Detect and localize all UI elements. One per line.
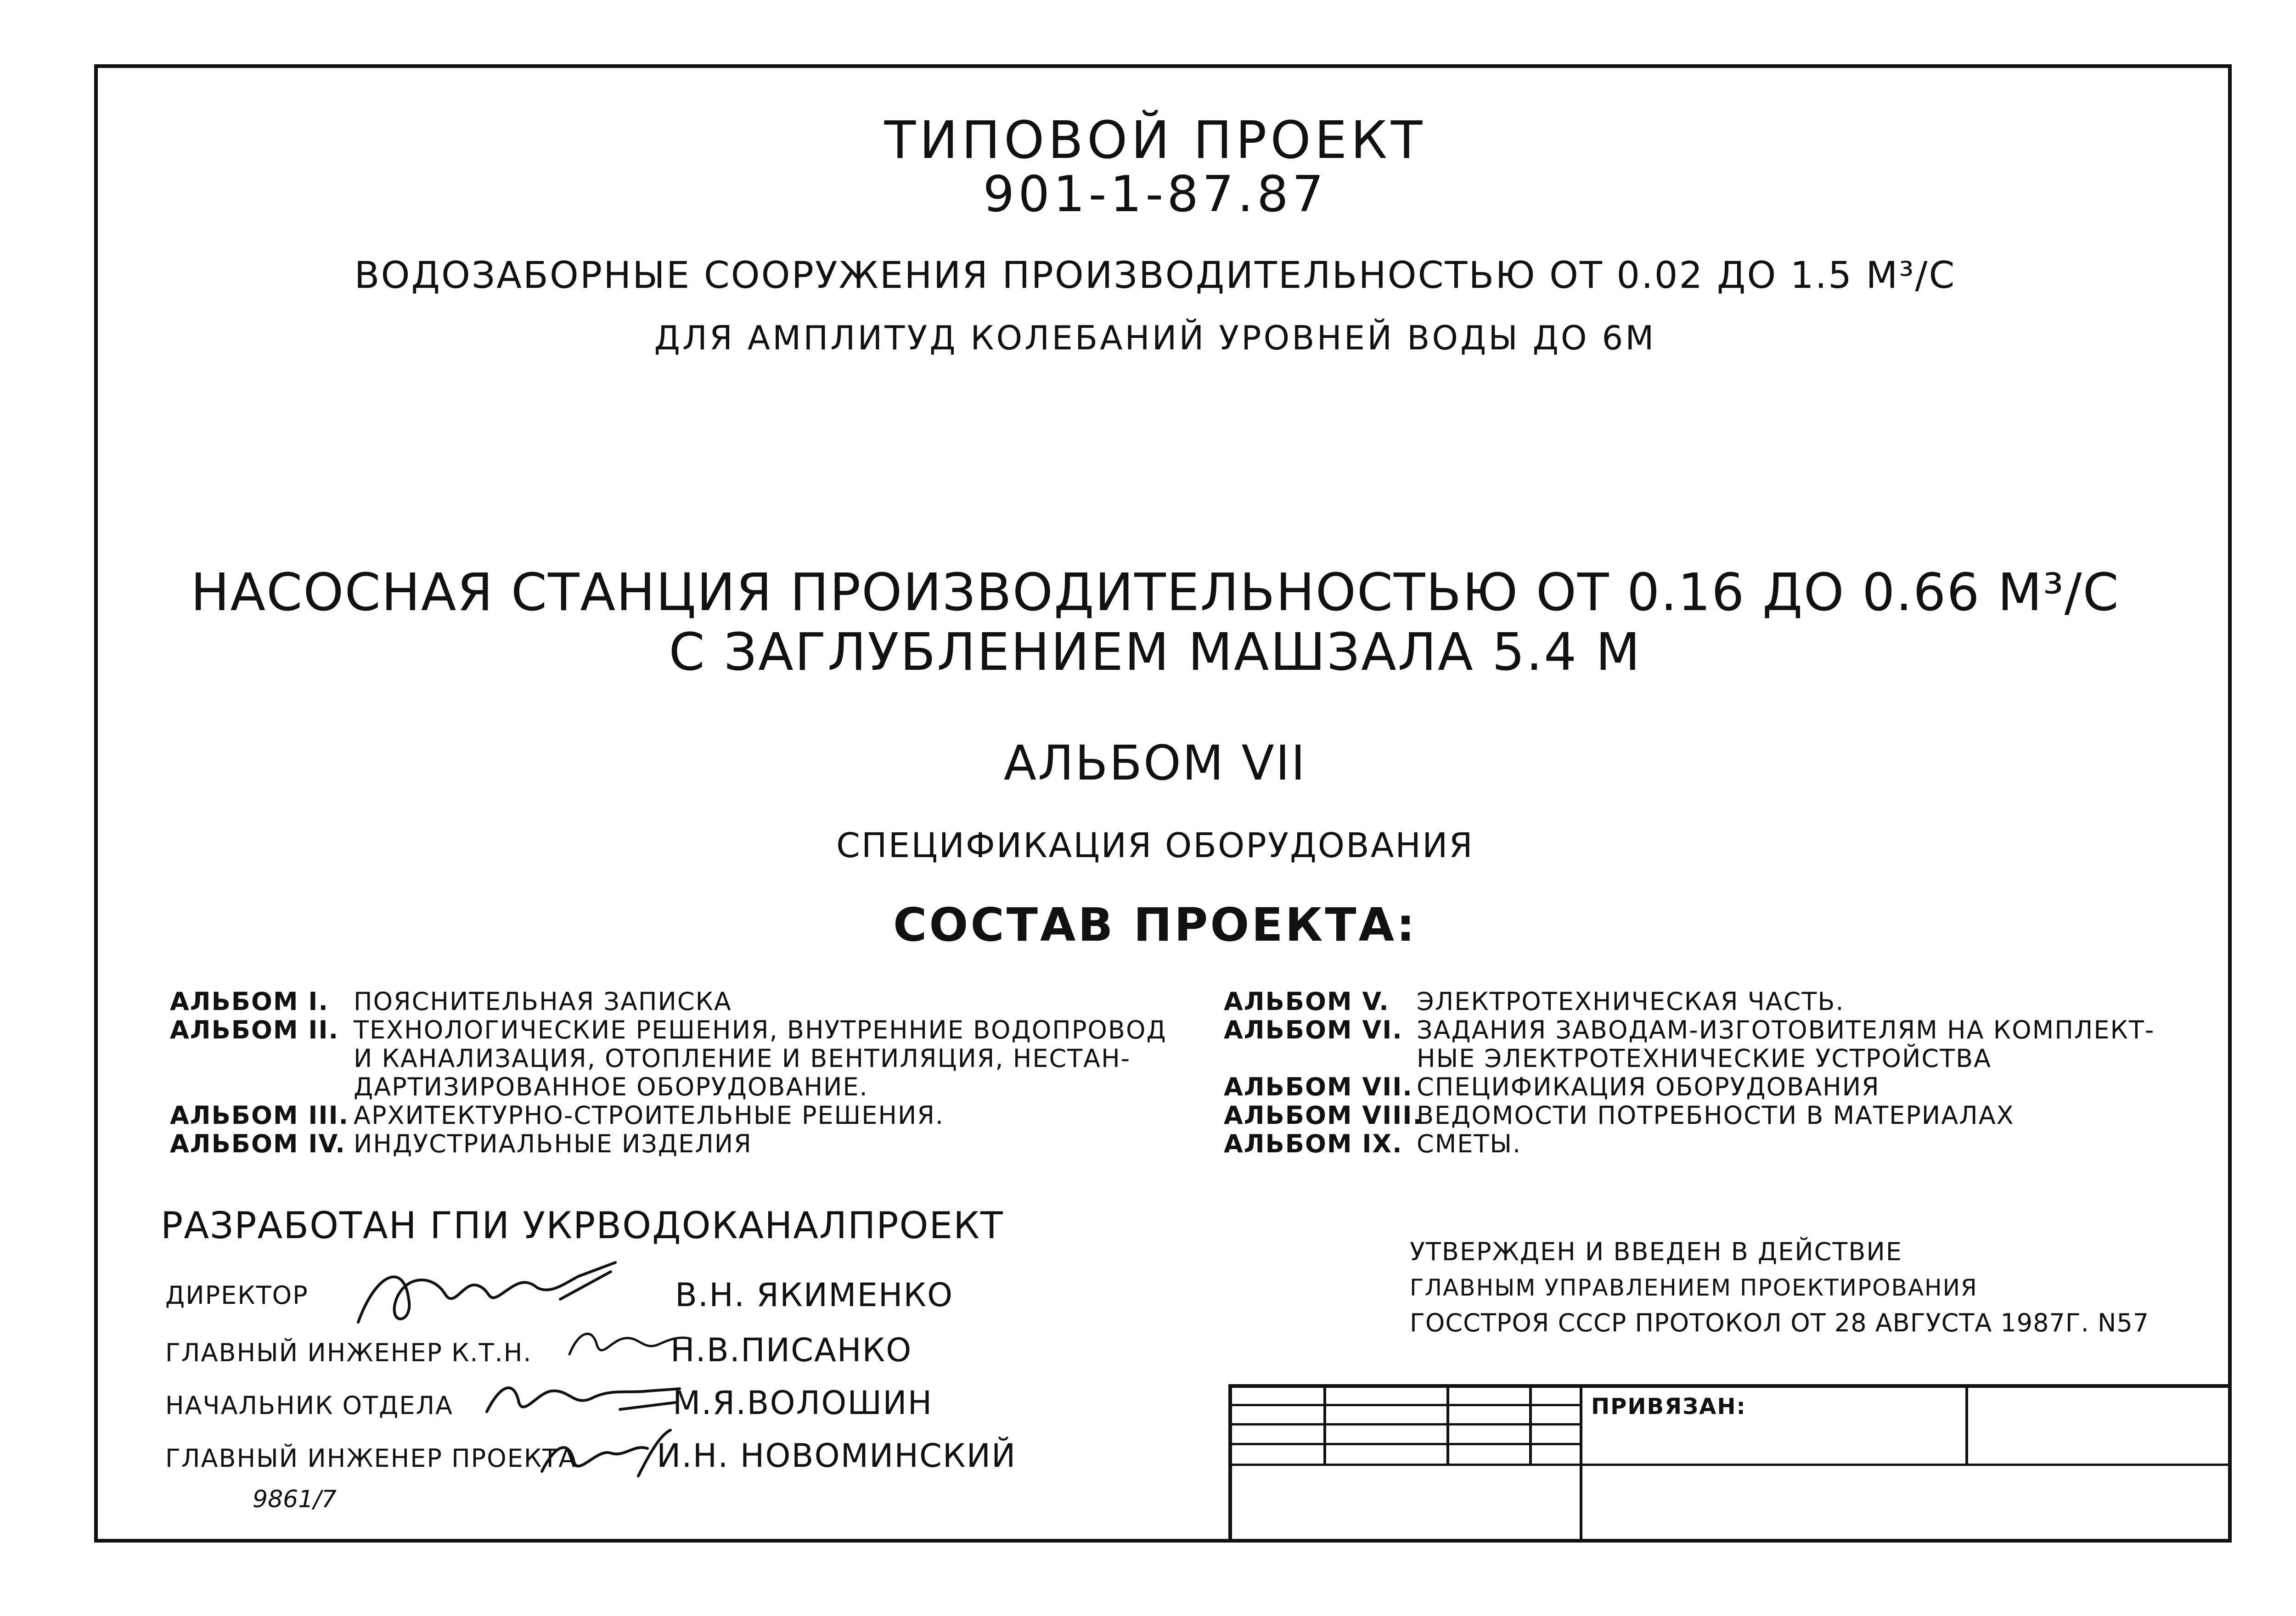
series-title-line-2: ДЛЯ АМПЛИТУД КОЛЕБАНИЙ УРОВНЕЙ ВОДЫ ДО 6М: [654, 319, 1656, 357]
album-description: СПЕЦИФИКАЦИЯ ОБОРУДОВАНИЯ: [1417, 1072, 1880, 1101]
stamp-row-line: [1228, 1404, 1580, 1406]
stamp-row-line: [1228, 1443, 1580, 1445]
staff-role: ГЛАВНЫЙ ИНЖЕНЕР ПРОЕКТА: [165, 1444, 577, 1473]
album-key: АЛЬБОМ I.: [170, 987, 329, 1016]
album-title: АЛЬБОМ VII: [1003, 735, 1307, 791]
album-description: ИНДУСТРИАЛЬНЫЕ ИЗДЕЛИЯ: [354, 1129, 752, 1158]
series-title-line-1: ВОДОЗАБОРНЫЕ СООРУЖЕНИЯ ПРОИЗВОДИТЕЛЬНОСТЬЮ ОТ 0.02 ДО 1.5 М³/С: [354, 254, 1956, 297]
stamp-row-line: [1228, 1423, 1580, 1425]
album-description: ТЕХНОЛОГИЧЕСКИЕ РЕШЕНИЯ, ВНУТРЕННИЕ ВОДОПРОВОД: [354, 1016, 1167, 1044]
project-label: ТИПОВОЙ ПРОЕКТ: [884, 111, 1426, 170]
station-title-line-1: НАСОСНАЯ СТАНЦИЯ ПРОИЗВОДИТЕЛЬНОСТЬЮ ОТ 0.16 ДО 0.66 М³/С: [191, 563, 2120, 623]
album-key: АЛЬБОМ IV.: [170, 1129, 346, 1158]
album-description: ЗАДАНИЯ ЗАВОДАМ-ИЗГОТОВИТЕЛЯМ НА КОМПЛЕКТ-: [1417, 1016, 2155, 1044]
station-title-line-2: С ЗАГЛУБЛЕНИЕМ МАШЗАЛА 5.4 М: [669, 623, 1642, 682]
staff-role: ГЛАВНЫЙ ИНЖЕНЕР К.Т.Н.: [165, 1338, 532, 1367]
stamp-row-line: [1228, 1464, 2232, 1466]
album-description: ЭЛЕКТРОТЕХНИЧЕСКАЯ ЧАСТЬ.: [1417, 987, 1845, 1016]
album-key: АЛЬБОМ II.: [170, 1016, 339, 1044]
album-subtitle: СПЕЦИФИКАЦИЯ ОБОРУДОВАНИЯ: [836, 826, 1474, 865]
stamp-divider: [1965, 1384, 1968, 1464]
staff-name: Н.В.ПИСАНКО: [670, 1331, 912, 1369]
staff-role: ДИРЕКТОР: [165, 1281, 309, 1310]
staff-name: М.Я.ВОЛОШИН: [673, 1384, 933, 1422]
developer-title: РАЗРАБОТАН ГПИ УКРВОДОКАНАЛПРОЕКТ: [161, 1204, 1004, 1247]
album-key: АЛЬБОМ III.: [170, 1101, 349, 1130]
album-key: АЛЬБОМ IX.: [1224, 1129, 1403, 1158]
album-description: ДАРТИЗИРОВАННОЕ ОБОРУДОВАНИЕ.: [354, 1072, 868, 1101]
staff-name: В.Н. ЯКИМЕНКО: [675, 1276, 954, 1314]
approval-line-3: ГОССТРОЯ СССР ПРОТОКОЛ ОТ 28 АВГУСТА 1987Г. N57: [1410, 1308, 2150, 1337]
album-description: СМЕТЫ.: [1417, 1129, 1522, 1158]
attached-label: ПРИВЯЗАН:: [1591, 1394, 1746, 1420]
album-description: НЫЕ ЭЛЕКТРОТЕХНИЧЕСКИЕ УСТРОЙСТВА: [1417, 1044, 1992, 1073]
album-key: АЛЬБОМ VI.: [1224, 1016, 1403, 1044]
album-key: АЛЬБОМ VII.: [1224, 1072, 1413, 1101]
album-description: АРХИТЕКТУРНО-СТРОИТЕЛЬНЫЕ РЕШЕНИЯ.: [354, 1101, 945, 1130]
staff-name: И.Н. НОВОМИНСКИЙ: [657, 1437, 1017, 1475]
approval-line-1: УТВЕРЖДЕН И ВВЕДЕН В ДЕЙСТВИЕ: [1410, 1237, 1902, 1266]
composition-title: СОСТАВ ПРОЕКТА:: [893, 898, 1418, 952]
approval-line-2: ГЛАВНЫМ УПРАВЛЕНИЕМ ПРОЕКТИРОВАНИЯ: [1410, 1274, 1978, 1301]
staff-role: НАЧАЛЬНИК ОТДЕЛА: [165, 1391, 454, 1420]
album-key: АЛЬБОМ VIII.: [1224, 1101, 1423, 1130]
album-key: АЛЬБОМ V.: [1224, 987, 1390, 1016]
album-description: И КАНАЛИЗАЦИЯ, ОТОПЛЕНИЕ И ВЕНТИЛЯЦИЯ, НЕСТАН-: [354, 1044, 1131, 1073]
album-description: ВЕДОМОСТИ ПОТРЕБНОСТИ В МАТЕРИАЛАХ: [1417, 1101, 2015, 1130]
document-code: 9861/7: [253, 1486, 337, 1513]
album-description: ПОЯСНИТЕЛЬНАЯ ЗАПИСКА: [354, 987, 732, 1016]
project-number: 901-1-87.87: [983, 166, 1328, 223]
